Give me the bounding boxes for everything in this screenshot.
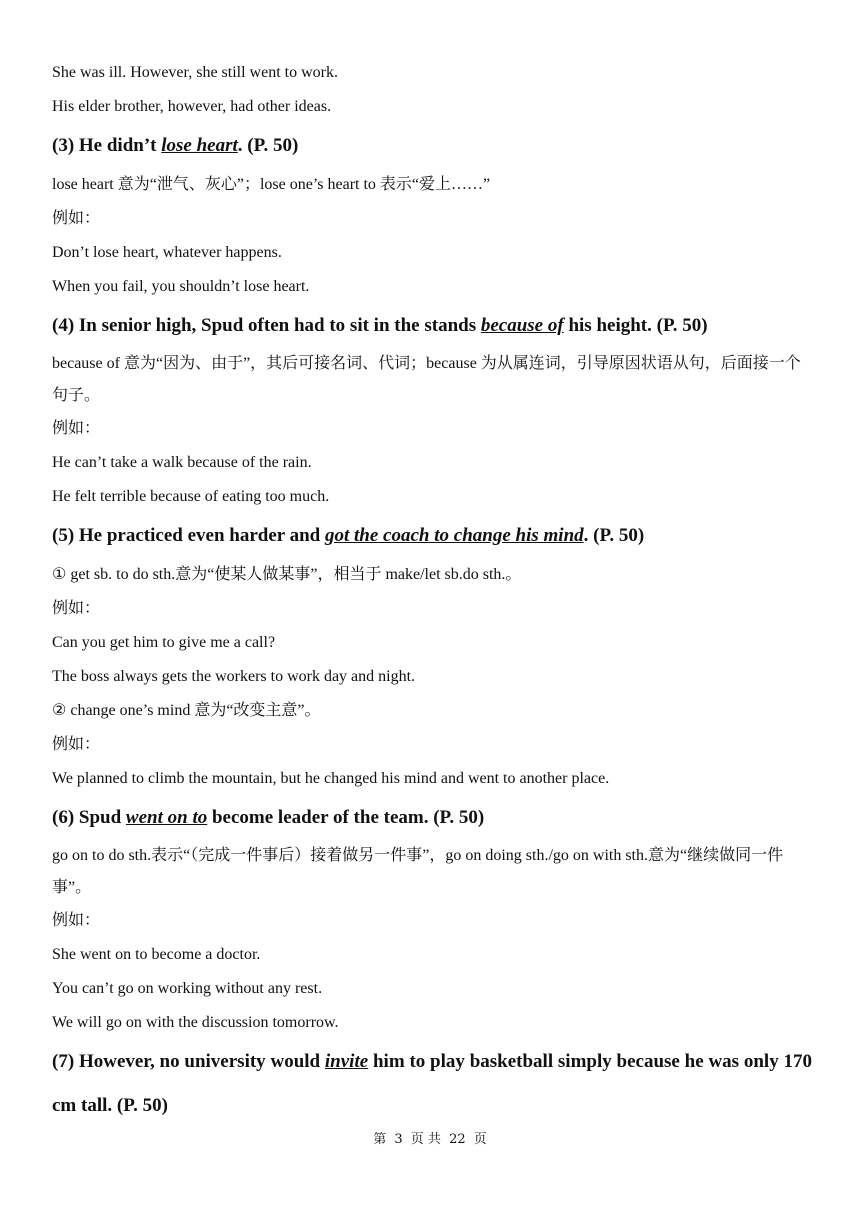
section-4-heading bbox=[52, 304, 812, 348]
footer-text: 页 共 bbox=[410, 1132, 441, 1147]
highlighted-phrase: invite bbox=[324, 1051, 369, 1072]
page-footer bbox=[0, 1128, 860, 1147]
heading-text: his height. (P. 50) bbox=[563, 315, 708, 336]
example-sentence: Don’t lose heart, whatever happens. bbox=[52, 244, 282, 261]
heading-text: (7) However, no university would bbox=[52, 1051, 325, 1072]
highlighted-phrase: because of bbox=[480, 315, 564, 336]
heading-text: (4) In senior high, Spud often had to sit in the stands bbox=[52, 315, 481, 336]
section-3-explanation: lose heart 意为“泄气、灰心”；lose one’s heart to 表示“爱上……” bbox=[52, 176, 491, 193]
total-pages: 22 bbox=[449, 1132, 466, 1147]
section-7-heading bbox=[52, 1040, 812, 1128]
intro-example-2: His elder brother, however, had other ideas. bbox=[52, 98, 332, 115]
example-sentence: Can you get him to give me a call? bbox=[52, 634, 276, 651]
section-6-explanation: go on to do sth.表示“（完成一件事后）接着做另一件事”，go on doing sth./go on with sth.意为“继续做同一件事”。 bbox=[52, 847, 784, 896]
example-sentence: When you fail, you shouldn’t lose heart. bbox=[52, 278, 310, 295]
example-label: 例如： bbox=[52, 912, 101, 929]
page-number: 3 bbox=[394, 1132, 403, 1147]
example-sentence: The boss always gets the workers to work day and night. bbox=[52, 668, 416, 685]
highlighted-phrase: got the coach to change his mind bbox=[325, 525, 584, 546]
section-4-explanation: because of 意为“因为、由于”，其后可接名词、代词；because 为从属连词，引导原因状语从句，后面接一个句子。 bbox=[52, 355, 801, 404]
highlighted-phrase: lose heart bbox=[161, 135, 238, 156]
example-sentence: You can’t go on working without any rest. bbox=[52, 980, 323, 997]
intro-example-1: She was ill. However, she still went to work. bbox=[52, 64, 338, 81]
example-sentence: We will go on with the discussion tomorrow. bbox=[52, 1014, 339, 1031]
example-sentence: We planned to climb the mountain, but he changed his mind and went to another place. bbox=[52, 770, 610, 787]
example-sentence: She went on to become a doctor. bbox=[52, 946, 261, 963]
example-label: 例如： bbox=[52, 600, 101, 617]
section-5-point-2: ② change one’s mind 意为“改变主意”。 bbox=[52, 702, 321, 719]
section-5-point-1: ① get sb. to do sth.意为“使某人做某事”，相当于 make/let sb.do sth.。 bbox=[52, 566, 522, 583]
footer-text: 第 bbox=[373, 1132, 387, 1147]
example-label: 例如： bbox=[52, 736, 101, 753]
section-5-heading bbox=[52, 514, 812, 558]
heading-text: him to play basketball simply because he was only 170 cm tall. (P. 50) bbox=[52, 1051, 812, 1116]
heading-text: (3) He didn’t bbox=[52, 135, 162, 156]
heading-text: . (P. 50) bbox=[583, 525, 645, 546]
example-sentence: He felt terrible because of eating too much. bbox=[52, 488, 330, 505]
section-3-heading bbox=[52, 124, 812, 168]
example-sentence: He can’t take a walk because of the rain. bbox=[52, 454, 312, 471]
example-label: 例如： bbox=[52, 420, 101, 437]
highlighted-phrase: went on to bbox=[125, 807, 208, 828]
heading-text: . (P. 50) bbox=[237, 135, 299, 156]
document-page bbox=[52, 56, 812, 1128]
heading-text: become leader of the team. (P. 50) bbox=[207, 807, 485, 828]
heading-text: (6) Spud bbox=[52, 807, 126, 828]
section-6-heading bbox=[52, 796, 812, 840]
heading-text: (5) He practiced even harder and bbox=[52, 525, 325, 546]
example-label: 例如： bbox=[52, 210, 101, 227]
footer-text: 页 bbox=[473, 1132, 487, 1147]
